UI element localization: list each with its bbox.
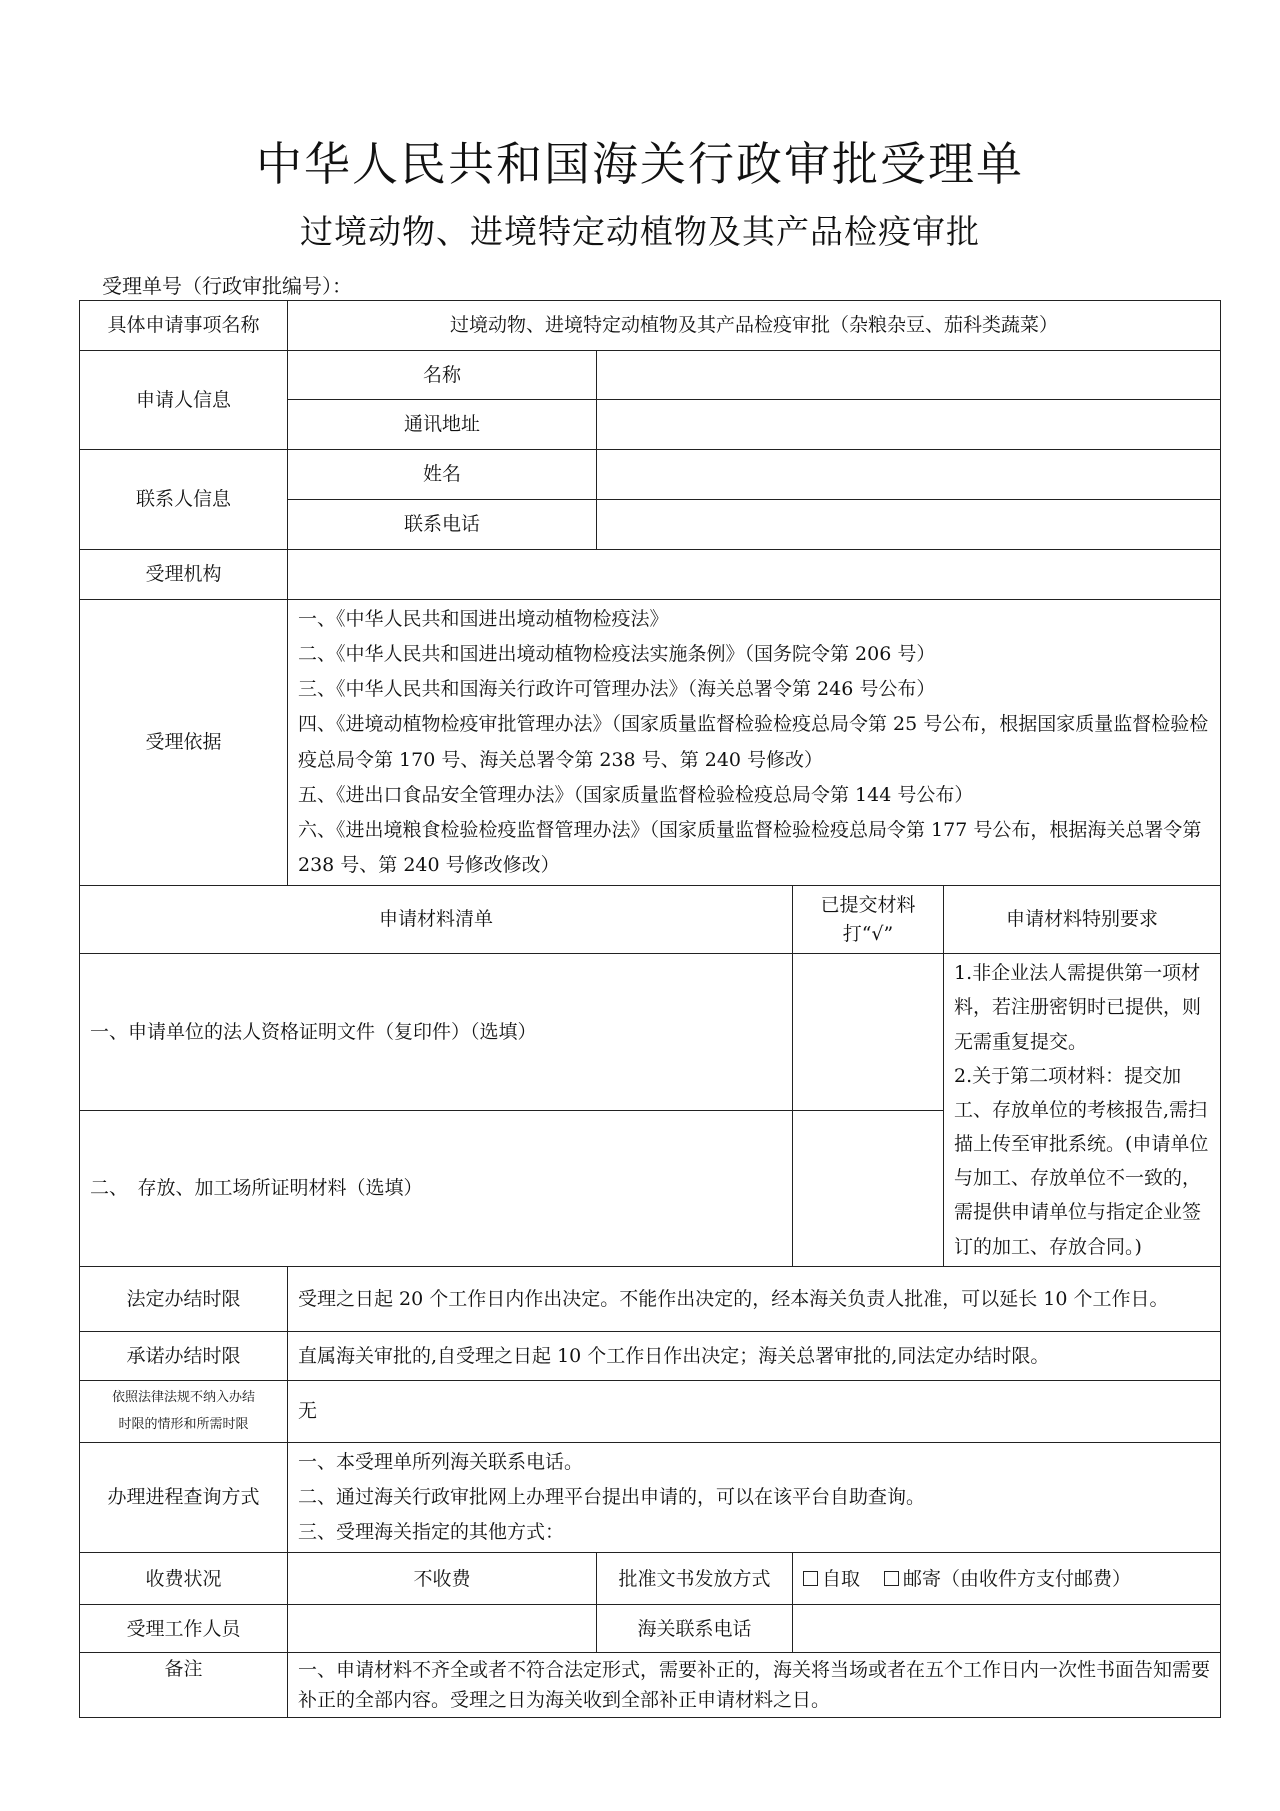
excluded-time-row	[80, 1380, 1221, 1442]
contact-info-label: 联系人信息	[80, 450, 288, 550]
basis-item: 二、《中华人民共和国进出境动植物检疫法实施条例》（国务院令第 206 号）	[298, 643, 936, 666]
basis-row	[80, 600, 1221, 886]
fee-label: 收费状况	[80, 1553, 288, 1605]
staff-row	[80, 1605, 1221, 1653]
material-item-2-checkbox[interactable]	[793, 1111, 944, 1267]
progress-query-item: 三、受理海关指定的其他方式：	[298, 1521, 565, 1544]
fee-row	[80, 1553, 1221, 1605]
promised-time-value: 直属海关审批的,自受理之日起 10 个工作日作出决定；海关总署审批的,同法定办结时限。	[288, 1331, 1221, 1380]
progress-query-item: 二、通过海关行政审批网上办理平台提出申请的，可以在该平台自助查询。	[298, 1485, 926, 1508]
delivery-pickup-label: 自取	[822, 1567, 861, 1590]
excluded-time-label	[80, 1380, 288, 1442]
excluded-time-label-line: 时限的情形和所需时限	[118, 1417, 249, 1433]
customs-phone-field[interactable]	[793, 1605, 1221, 1653]
staff-field[interactable]	[288, 1605, 597, 1653]
delivery-pickup-checkbox[interactable]	[803, 1571, 818, 1586]
delivery-mail-label: 邮寄（由收件方支付邮费）	[903, 1567, 1132, 1590]
materials-header-row	[80, 886, 1221, 954]
applicant-name-row	[80, 351, 1221, 400]
material-item-2-label: 二、 存放、加工场所证明材料（选填）	[80, 1111, 793, 1267]
materials-submitted-header: 已提交材料打“√”	[793, 886, 944, 954]
requirement-item: 1.非企业法人需提供第一项材料，若注册密钥时已提供，则无需重复提交。	[954, 962, 1202, 1053]
excluded-time-value: 无	[288, 1380, 1221, 1442]
customs-phone-label: 海关联系电话	[597, 1605, 793, 1653]
basis-item: 六、《进出境粮食检验检疫监督管理办法》（国家质量监督检验检疫总局令第 177 号公布，根据海关总署令第 238 号、第 240 号修改修改）	[298, 818, 1202, 876]
progress-query-row	[80, 1442, 1221, 1552]
applicant-name-label: 名称	[288, 351, 597, 400]
materials-list-header: 申请材料清单	[80, 886, 793, 954]
legal-time-row	[80, 1266, 1221, 1331]
remarks-label: 备注	[80, 1653, 288, 1718]
promised-time-row	[80, 1331, 1221, 1380]
remarks-value: 一、申请材料不齐全或者不符合法定形式，需要补正的，海关将当场或者在五个工作日内一次性书面告知需要补正的全部内容。受理之日为海关收到全部补正申请材料之日。	[288, 1653, 1221, 1718]
remarks-row	[80, 1653, 1221, 1718]
progress-query-list	[288, 1442, 1221, 1552]
item-name-value: 过境动物、进境特定动植物及其产品检疫审批（杂粮杂豆、茄科类蔬菜）	[288, 301, 1221, 351]
legal-time-value: 受理之日起 20 个工作日内作出决定。不能作出决定的，经本海关负责人批准，可以延长 10 个工作日。	[288, 1266, 1221, 1331]
delivery-options	[793, 1553, 1221, 1605]
applicant-address-field[interactable]	[597, 400, 1221, 450]
applicant-info-label: 申请人信息	[80, 351, 288, 450]
materials-requirements-header: 申请材料特别要求	[944, 886, 1221, 954]
fee-value: 不收费	[288, 1553, 597, 1605]
basis-item: 三、《中华人民共和国海关行政许可管理办法》（海关总署令第 246 号公布）	[298, 678, 936, 701]
basis-label: 受理依据	[80, 600, 288, 886]
basis-list	[288, 600, 1221, 886]
acceptance-form-table	[79, 300, 1221, 1718]
material-item-1-checkbox[interactable]	[793, 954, 944, 1111]
applicant-address-label: 通讯地址	[288, 400, 597, 450]
contact-name-row	[80, 450, 1221, 500]
materials-requirements	[944, 954, 1221, 1267]
receipt-number-label: 受理单号（行政审批编号）：	[102, 274, 352, 298]
document-subtitle: 过境动物、进境特定动植物及其产品检疫审批	[300, 212, 980, 251]
contact-name-label: 姓名	[288, 450, 597, 500]
staff-label: 受理工作人员	[80, 1605, 288, 1653]
requirement-item: 2.关于第二项材料：提交加工、存放单位的考核报告,需扫描上传至审批系统。(申请单位与加工、存放单位不一致的，需提供申请单位与指定企业签订的加工、存放合同。)	[954, 1064, 1209, 1258]
document-title: 中华人民共和国海关行政审批受理单	[256, 137, 1024, 191]
material-row-1	[80, 954, 1221, 1111]
applicant-name-field[interactable]	[597, 351, 1221, 400]
progress-query-item: 一、本受理单所列海关联系电话。	[298, 1450, 584, 1473]
contact-name-field[interactable]	[597, 450, 1221, 500]
delivery-label: 批准文书发放方式	[597, 1553, 793, 1605]
contact-phone-label: 联系电话	[288, 500, 597, 550]
basis-item: 一、《中华人民共和国进出境动植物检疫法》	[298, 608, 669, 630]
contact-phone-field[interactable]	[597, 500, 1221, 550]
material-item-1-label: 一、申请单位的法人资格证明文件（复印件）（选填）	[80, 954, 793, 1111]
progress-query-label: 办理进程查询方式	[80, 1442, 288, 1552]
basis-item: 五、《进出口食品安全管理办法》（国家质量监督检验检疫总局令第 144 号公布）	[298, 783, 974, 806]
legal-time-label: 法定办结时限	[80, 1266, 288, 1331]
agency-field[interactable]	[288, 550, 1221, 600]
delivery-mail-checkbox[interactable]	[884, 1571, 899, 1586]
excluded-time-label-line: 依照法律法规不纳入办结	[111, 1390, 255, 1406]
item-name-row	[80, 301, 1221, 351]
agency-label: 受理机构	[80, 550, 288, 600]
promised-time-label: 承诺办结时限	[80, 1331, 288, 1380]
basis-item: 四、《进境动植物检疫审批管理办法》（国家质量监督检验检疫总局令第 25 号公布，根据国家质量监督检验检疫总局令第 170 号、海关总署令第 238 号、第 240 号修改）	[298, 713, 1209, 771]
agency-row	[80, 550, 1221, 600]
item-name-label: 具体申请事项名称	[80, 301, 288, 351]
